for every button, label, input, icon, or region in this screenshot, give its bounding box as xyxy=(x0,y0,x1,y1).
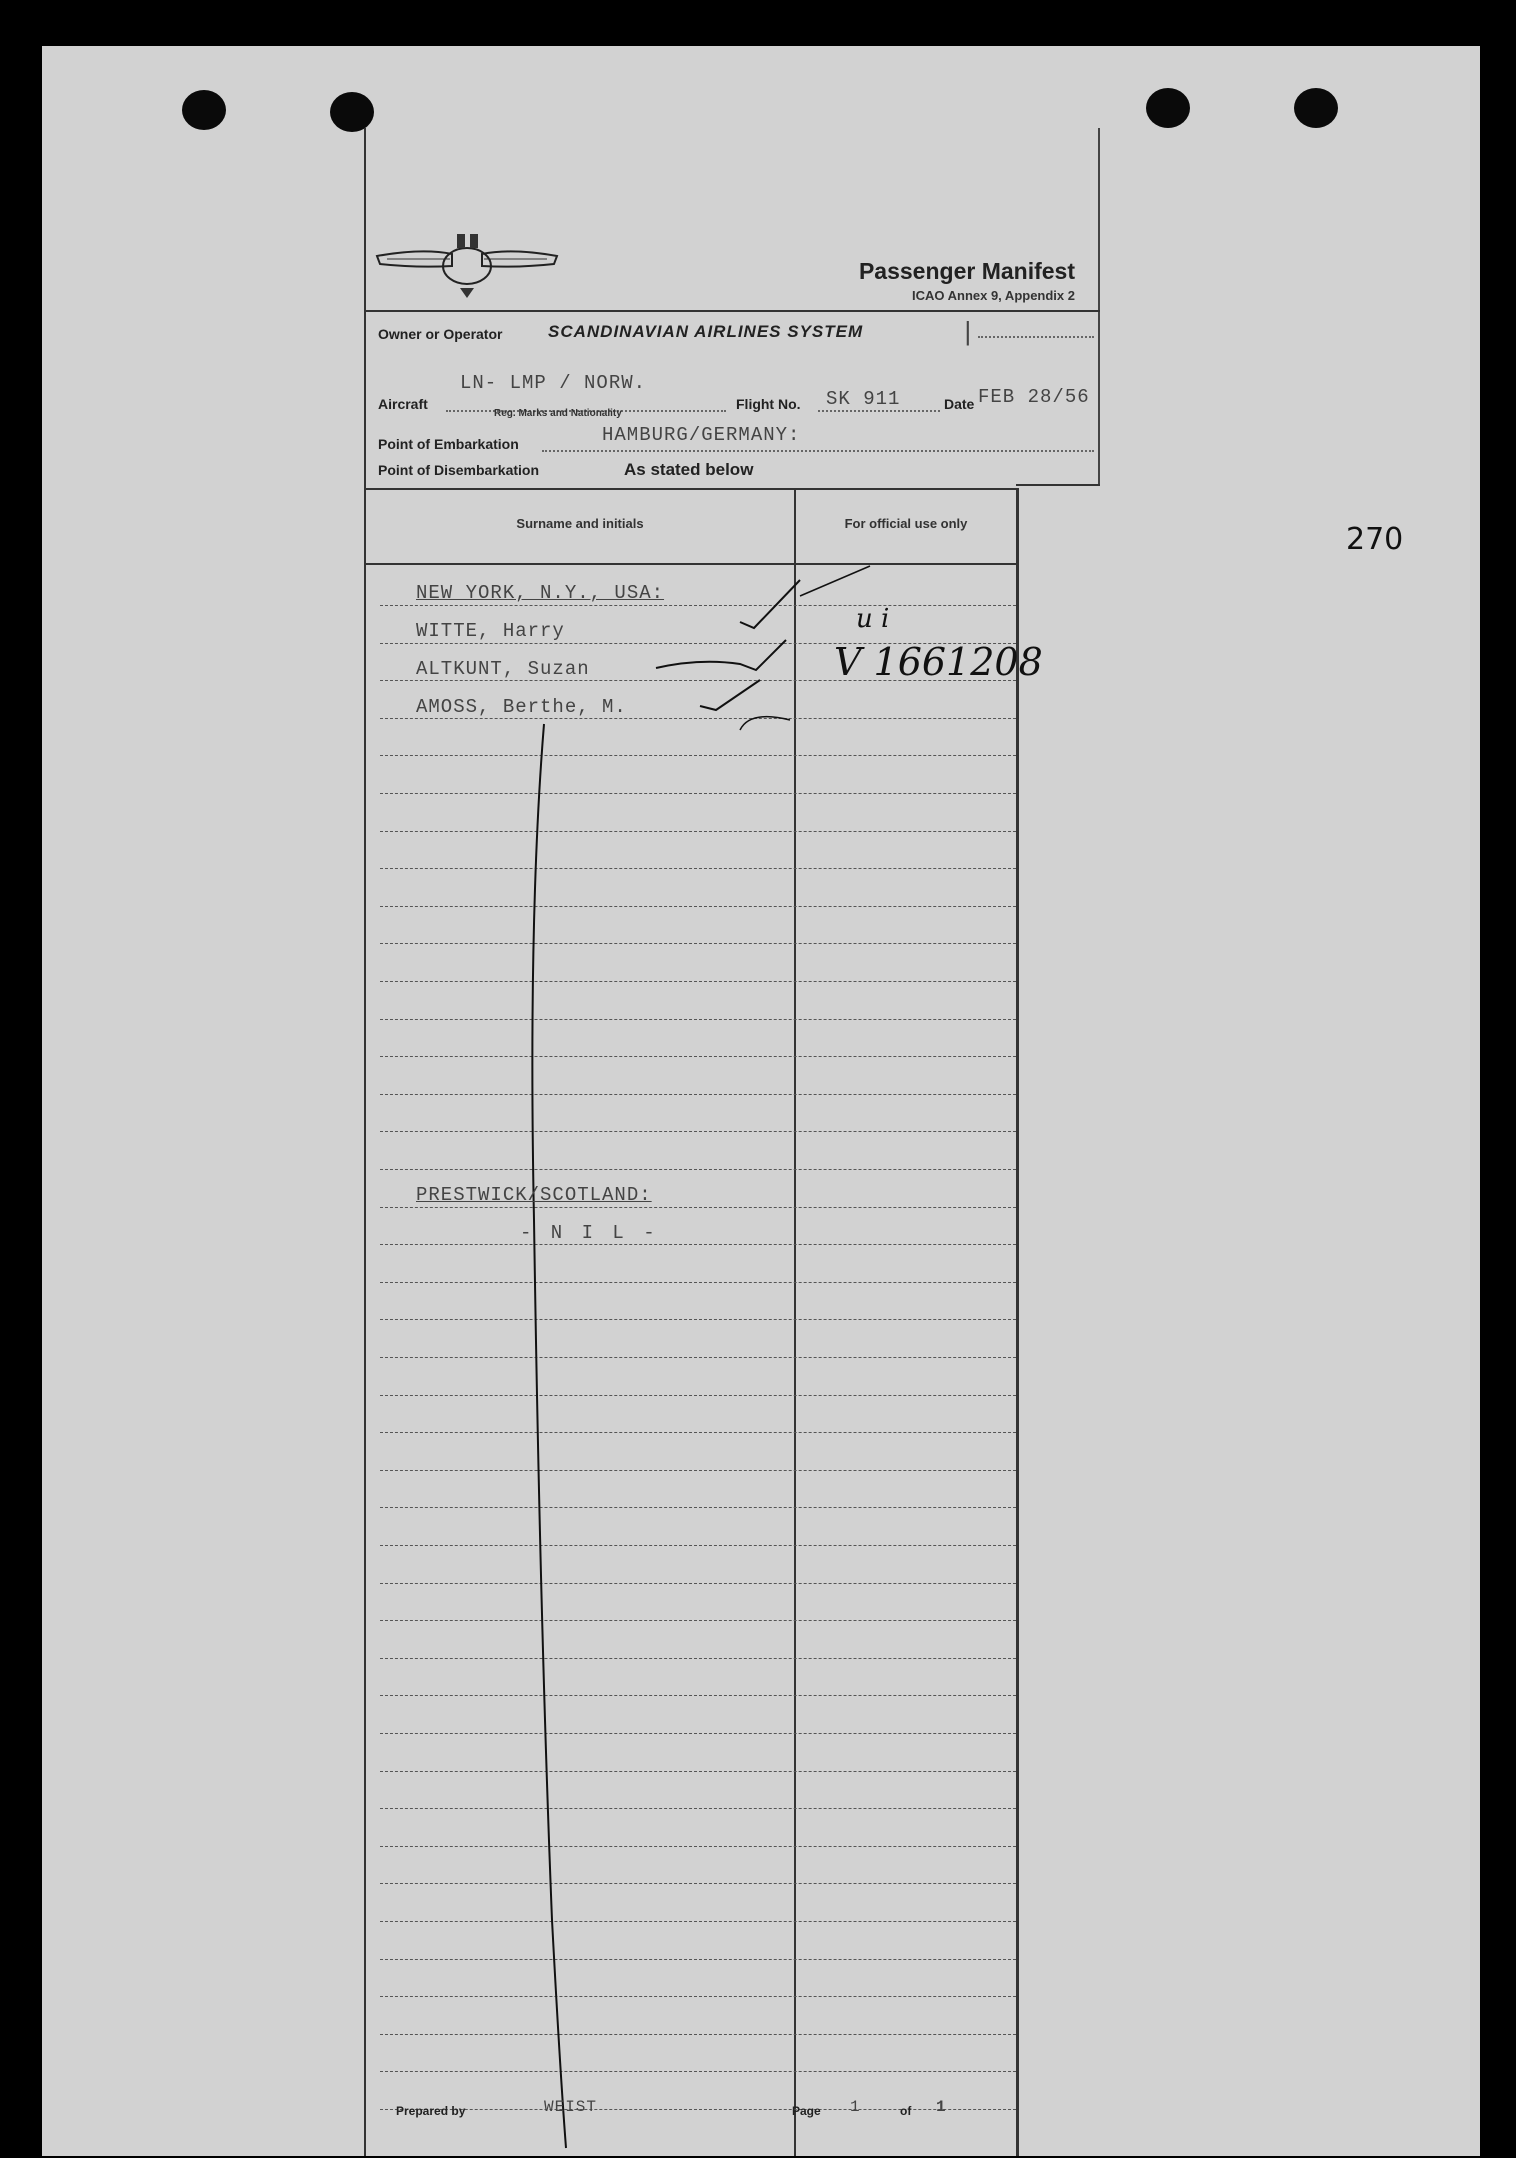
prepared-by-label: Prepared by xyxy=(396,2104,466,2118)
embarkation-label: Point of Embarkation xyxy=(378,436,519,452)
ruled-line xyxy=(380,1131,1016,1132)
form-right-border xyxy=(1098,128,1100,484)
ruled-line xyxy=(380,1169,1016,1170)
ruled-line xyxy=(380,1019,1016,1020)
page-total: 1 xyxy=(936,2098,947,2116)
ruled-line xyxy=(380,1846,1016,1847)
owner-value: SCANDINAVIAN AIRLINES SYSTEM xyxy=(548,322,864,341)
ruled-line xyxy=(380,943,1016,944)
passenger-row: AMOSS, Berthe, M. xyxy=(416,696,627,718)
ruled-line xyxy=(380,1771,1016,1772)
aircraft-value: LN- LMP / NORW. xyxy=(460,372,647,394)
pen-vertical-line xyxy=(520,720,580,2150)
punch-hole xyxy=(182,90,226,130)
ruled-line xyxy=(380,1921,1016,1922)
ruled-line xyxy=(380,1056,1016,1057)
prepared-by-value: WEIST xyxy=(544,2098,598,2116)
ruled-line xyxy=(380,981,1016,982)
ruled-line xyxy=(380,793,1016,794)
form-title: Passenger Manifest xyxy=(858,258,1075,284)
reg-marks-note: Reg. Marks and Nationality xyxy=(494,408,622,419)
ruled-line xyxy=(380,868,1016,869)
owner-line xyxy=(978,336,1094,338)
owner-mark: | xyxy=(960,318,977,348)
ruled-line xyxy=(380,1207,1016,1208)
embarkation-value: HAMBURG/GERMANY: xyxy=(602,424,801,446)
form-subtitle: ICAO Annex 9, Appendix 2 xyxy=(911,288,1075,303)
date-value: FEB 28/56 xyxy=(978,386,1090,408)
ruled-line xyxy=(380,906,1016,907)
ruled-line xyxy=(380,831,1016,832)
handwritten-visa-number: V 1661208 xyxy=(834,640,1043,684)
ruled-line xyxy=(380,1244,1016,1245)
passenger-row: ALTKUNT, Suzan xyxy=(416,658,590,680)
date-label: Date xyxy=(944,396,975,412)
ruled-line xyxy=(380,1808,1016,1809)
ruled-line xyxy=(380,755,1016,756)
ruled-line xyxy=(380,1583,1016,1584)
ruled-line xyxy=(380,1395,1016,1396)
destination-new-york: NEW YORK, N.Y., USA: xyxy=(416,582,665,604)
ruled-line xyxy=(380,1094,1016,1095)
handwritten-initials: u i xyxy=(856,604,890,634)
surname-header: Surname and initials xyxy=(516,516,644,531)
ruled-line xyxy=(380,2034,1016,2035)
ruled-line xyxy=(380,1658,1016,1659)
ruled-line xyxy=(380,1695,1016,1696)
page-number: 1 xyxy=(850,2098,861,2116)
ruled-line xyxy=(380,1432,1016,1433)
punch-hole xyxy=(1294,88,1338,128)
ruled-line xyxy=(380,1959,1016,1960)
punch-hole xyxy=(330,92,374,132)
ruled-line xyxy=(380,1545,1016,1546)
ruled-line xyxy=(380,1996,1016,1997)
of-label: of xyxy=(900,2104,912,2118)
ruled-line xyxy=(380,1357,1016,1358)
destination-prestwick: PRESTWICK/SCOTLAND: xyxy=(416,1184,652,1206)
sas-winged-logo xyxy=(372,226,562,300)
disembarkation-value: As stated below xyxy=(624,460,754,479)
ruled-line xyxy=(380,2109,1016,2110)
owner-label: Owner or Operator xyxy=(378,326,503,342)
ruled-line xyxy=(380,1883,1016,1884)
punch-hole xyxy=(1146,88,1190,128)
disembarkation-label: Point of Disembarkation xyxy=(378,462,540,478)
ruled-line xyxy=(380,1470,1016,1471)
ruled-line xyxy=(380,1733,1016,1734)
flight-line xyxy=(818,410,940,412)
ruled-line xyxy=(380,1507,1016,1508)
passenger-row: WITTE, Harry xyxy=(416,620,565,642)
ruled-line xyxy=(380,2071,1016,2072)
header-rule xyxy=(366,310,1100,312)
aircraft-label: Aircraft xyxy=(378,396,428,412)
ruled-line xyxy=(380,1620,1016,1621)
page-stamp-number: 270 xyxy=(1346,522,1404,557)
ruled-line xyxy=(380,1319,1016,1320)
ruled-line xyxy=(380,1282,1016,1283)
fields-bottom-rule xyxy=(1016,484,1100,486)
page-label: Page xyxy=(792,2104,821,2118)
embarkation-line xyxy=(542,450,1094,452)
official-use-header: For official use only xyxy=(844,516,968,531)
flight-label: Flight No. xyxy=(736,396,801,412)
nil-entry: - N I L - xyxy=(520,1222,659,1244)
flight-value: SK 911 xyxy=(826,388,901,410)
